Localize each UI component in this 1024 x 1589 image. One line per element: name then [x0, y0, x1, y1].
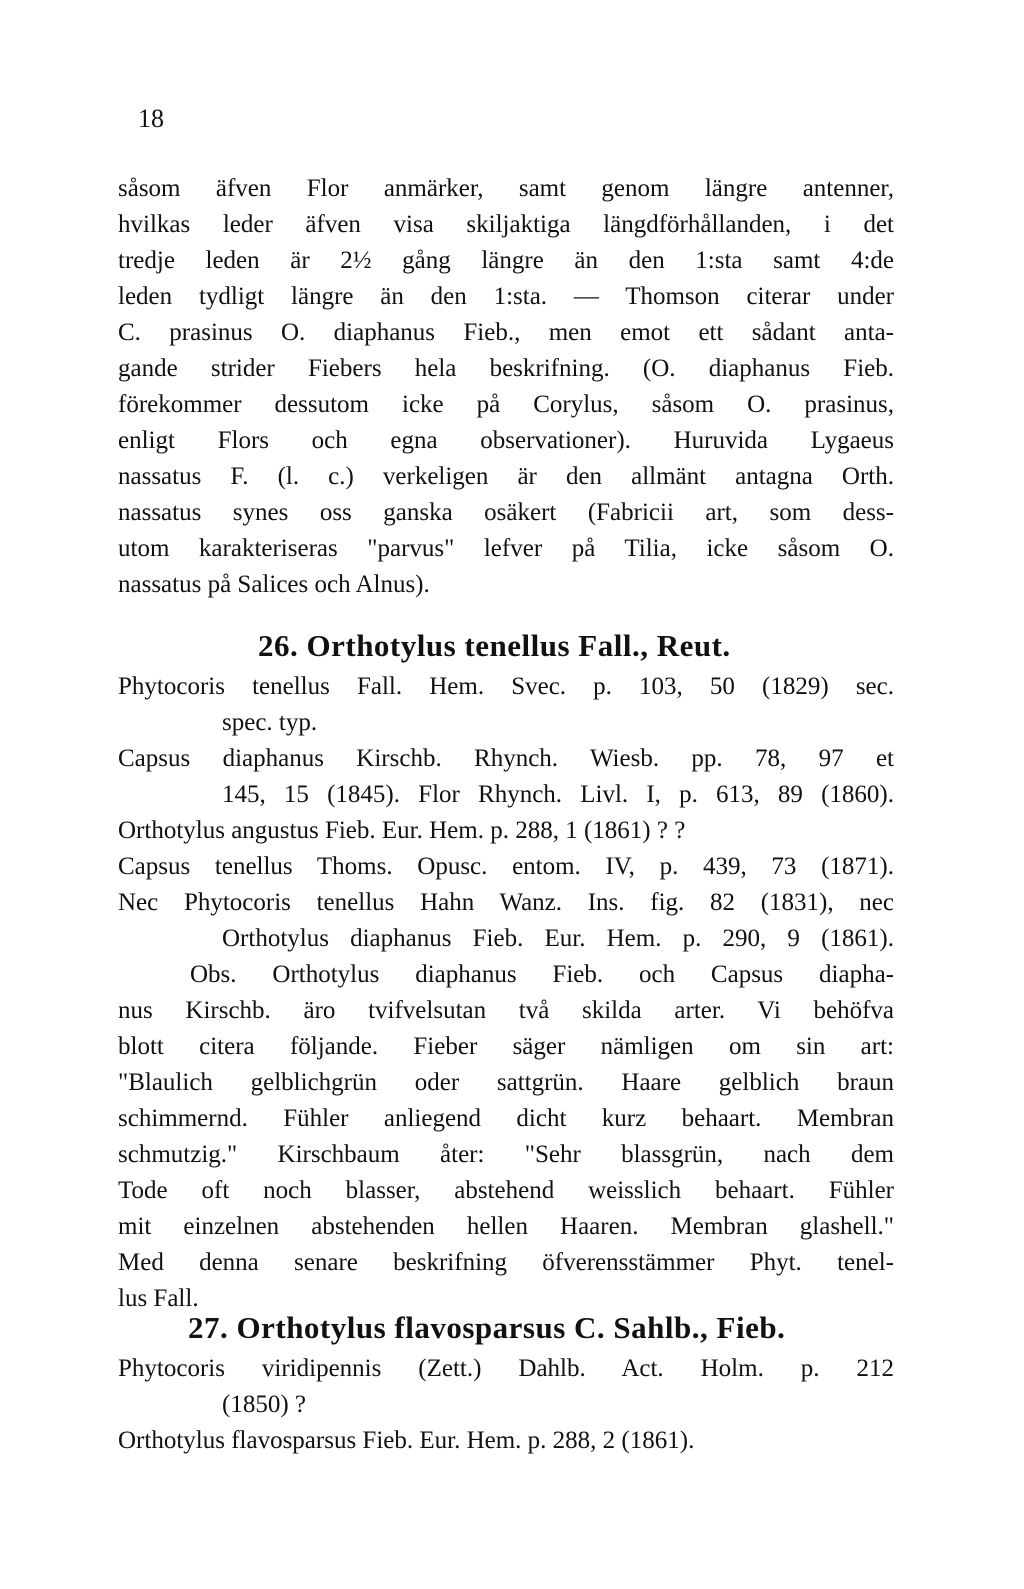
text-line: hvilkas leder äfven visa skiljaktiga längdförhållanden, i det — [118, 211, 894, 238]
obs-line: "Blaulich gelblichgrün oder sattgrün. Haare gelblich braun — [118, 1069, 894, 1096]
synonym-line: (1850) ? — [222, 1391, 306, 1418]
species-heading: 27. Orthotylus flavosparsus C. Sahlb., Fieb. — [188, 1310, 786, 1345]
text-line: gande strider Fiebers hela beskrifning. (O. diaphanus Fieb. — [118, 355, 894, 382]
obs-line: mit einzelnen abstehenden hellen Haaren. Membran glashell." — [118, 1213, 894, 1240]
synonym-line: 145, 15 (1845). Flor Rhynch. Livl. I, p. 613, 89 (1860). — [222, 781, 894, 808]
obs-line: blott citera följande. Fieber säger nämligen om sin art: — [118, 1033, 894, 1060]
text-line: förekommer dessutom icke på Corylus, såsom O. prasinus, — [118, 391, 894, 418]
synonym-line: Phytocoris viridipennis (Zett.) Dahlb. Act. Holm. p. 212 — [118, 1355, 894, 1382]
text-line: leden tydligt längre än den 1:sta. — Thomson citerar under — [118, 283, 894, 310]
text-line: nassatus på Salices och Alnus). — [118, 571, 430, 598]
text-line: tredje leden är 2½ gång längre än den 1:sta samt 4:de — [118, 247, 894, 274]
synonym-line: Orthotylus diaphanus Fieb. Eur. Hem. p. 290, 9 (1861). — [222, 925, 894, 952]
text-line: nassatus F. (l. c.) verkeligen är den allmänt antagna Orth. — [118, 463, 894, 490]
obs-line: Med denna senare beskrifning öfverensstämmer Phyt. tenel- — [118, 1249, 894, 1276]
page-number: 18 — [138, 104, 164, 133]
synonym-line: spec. typ. — [222, 709, 318, 736]
species-heading: 26. Orthotylus tenellus Fall., Reut. — [258, 628, 731, 663]
obs-line: schmutzig." Kirschbaum åter: "Sehr blassgrün, nach dem — [118, 1141, 894, 1168]
synonym-line: Capsus diaphanus Kirschb. Rhynch. Wiesb. pp. 78, 97 et — [118, 745, 894, 772]
text-line: nassatus synes oss ganska osäkert (Fabricii art, som dess- — [118, 499, 894, 526]
text-line: utom karakteriseras "parvus" lefver på Tilia, icke såsom O. — [118, 535, 894, 562]
obs-line: schimmernd. Fühler anliegend dicht kurz behaart. Membran — [118, 1105, 894, 1132]
obs-line: Obs. Orthotylus diaphanus Fieb. och Capsus diapha- — [190, 961, 894, 988]
text-line: C. prasinus O. diaphanus Fieb., men emot ett sådant anta- — [118, 319, 894, 346]
synonym-line: Orthotylus flavosparsus Fieb. Eur. Hem. p. 288, 2 (1861). — [118, 1427, 695, 1454]
text-line: enligt Flors och egna observationer). Huruvida Lygaeus — [118, 427, 894, 454]
obs-line: nus Kirschb. äro tvifvelsutan två skilda arter. Vi behöfva — [118, 997, 894, 1024]
obs-line: lus Fall. — [118, 1285, 199, 1312]
synonym-line: Capsus tenellus Thoms. Opusc. entom. IV, p. 439, 73 (1871). — [118, 853, 894, 880]
obs-line: Tode oft noch blasser, abstehend weisslich behaart. Fühler — [118, 1177, 894, 1204]
synonym-line: Orthotylus angustus Fieb. Eur. Hem. p. 288, 1 (1861) ? ? — [118, 817, 686, 844]
synonym-line: Nec Phytocoris tenellus Hahn Wanz. Ins. fig. 82 (1831), nec — [118, 889, 894, 916]
text-line: såsom äfven Flor anmärker, samt genom längre antenner, — [118, 175, 894, 202]
synonym-line: Phytocoris tenellus Fall. Hem. Svec. p. 103, 50 (1829) sec. — [118, 673, 894, 700]
